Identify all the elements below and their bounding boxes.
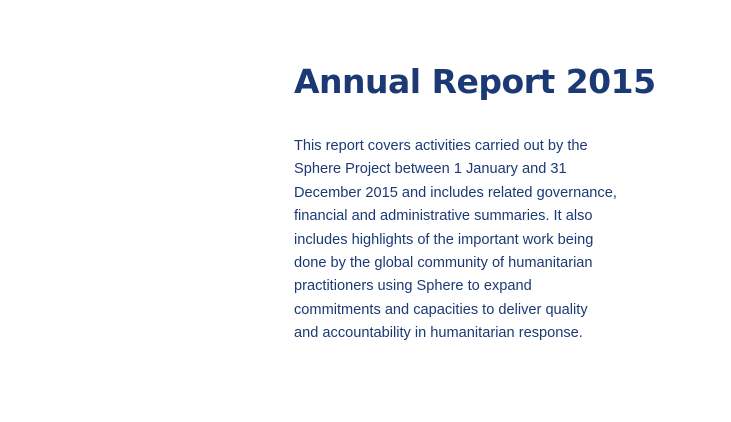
report-title: Annual Report 2015 (294, 62, 656, 101)
summary-line: December 2015 and includes related governance, (294, 184, 617, 201)
summary-line: done by the global community of humanitarian (294, 255, 593, 272)
summary-line: practitioners using Sphere to expand (294, 278, 532, 295)
summary-line: This report covers activities carried out by the (294, 138, 588, 154)
summary-line: commitments and capacities to deliver quality (294, 301, 588, 318)
summary-line: and accountability in humanitarian response. (294, 325, 583, 342)
summary-line: Sphere Project between 1 January and 31 (294, 161, 567, 178)
report-summary (294, 135, 654, 346)
summary-line: includes highlights of the important work being (294, 231, 594, 248)
summary-line: financial and administrative summaries. It also (294, 208, 593, 225)
